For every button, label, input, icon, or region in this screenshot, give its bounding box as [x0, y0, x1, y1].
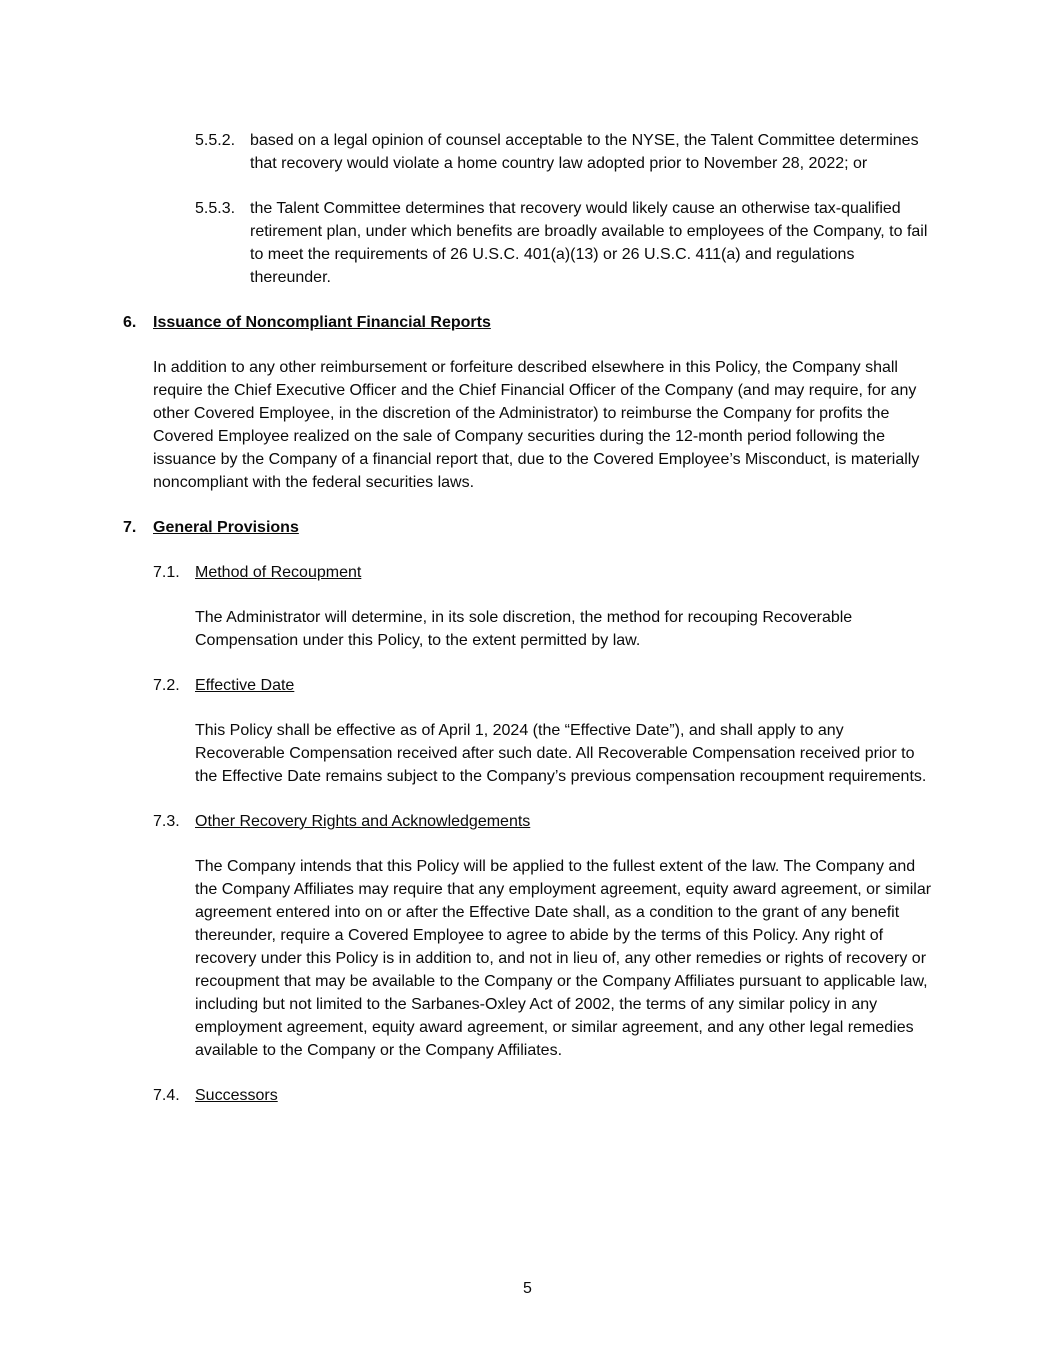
section-6-paragraph: In addition to any other reimbursement or forfeiture described elsewhere in this Policy, the Company shall require the Chief Executive Officer and the Chief Financial Officer of the Company (and may require, for any other Covered Employee, in the discretion of the Administrator) to reimburse the Company for profits the Covered Employee realized on the sale of Company securities during the 12-month period following the issuance by the Company of a financial report that, due to the Covered Employee’s Misconduct, is materially noncompliant with the federal securities laws. [153, 359, 920, 491]
list-item-text: the Talent Committee determines that recovery would likely cause an otherwise tax-qualified retirement plan, under which benefits are broadly available to employees of the Company, to fail to meet the requirements of 26 U.S.C. 401(a)(13) or 26 U.S.C. 411(a) and regulations thereunder. [250, 200, 928, 286]
section-6-heading [123, 311, 935, 334]
section-7-1-heading [153, 561, 935, 584]
section-number: 7.2. [153, 677, 180, 694]
section-7-3-heading [153, 810, 935, 833]
section-number: 7.1. [153, 564, 180, 581]
section-7-2-heading [153, 674, 935, 697]
list-number: 5.5.3. [195, 200, 236, 217]
section-title: Effective Date [195, 677, 295, 694]
page-number: 5 [523, 1280, 532, 1297]
section-7-2-paragraph: This Policy shall be effective as of April 1, 2024 (the “Effective Date”), and shall apply to any Recoverable Compensation received after such date. All Recoverable Compensation received prior to the Effective Date remains subject to the Company’s previous compensation recoupment requirements. [195, 722, 927, 785]
section-number: 7. [123, 519, 137, 536]
list-item-5-5-2 [195, 129, 935, 175]
section-title: Issuance of Noncompliant Financial Reports [153, 314, 491, 331]
list-item-5-5-3 [195, 197, 935, 289]
section-title: Method of Recoupment [195, 564, 362, 581]
list-number: 5.5.2. [195, 132, 236, 149]
section-title: General Provisions [153, 519, 299, 536]
section-7-heading [123, 516, 935, 539]
section-number: 7.3. [153, 813, 180, 830]
section-7-3-paragraph: The Company intends that this Policy will be applied to the fullest extent of the law. The Company and the Company Affiliates may require that any employment agreement, equity award agreement, or similar agreement entered into on or after the Effective Date shall, as a condition to the grant of any benefit thereunder, require a Covered Employee to agree to abide by the terms of this Policy. Any right of recovery under this Policy is in addition to, and not in lieu of, any other remedies or rights of recovery or recoupment that may be available to the Company or the Company Affiliates pursuant to applicable law, including but not limited to the Sarbanes-Oxley Act of 2002, the terms of any similar policy in any employment agreement, equity award agreement, or similar agreement, and any other legal remedies available to the Company or the Company Affiliates. [195, 858, 932, 1059]
section-title: Successors [195, 1087, 278, 1104]
list-item-text: based on a legal opinion of counsel acceptable to the NYSE, the Talent Committee determines that recovery would violate a home country law adopted prior to November 28, 2022; or [250, 132, 919, 172]
section-7-1-paragraph: The Administrator will determine, in its sole discretion, the method for recouping Recoverable Compensation under this Policy, to the extent permitted by law. [195, 609, 853, 649]
section-number: 6. [123, 314, 137, 331]
section-title: Other Recovery Rights and Acknowledgements [195, 813, 531, 830]
section-7-4-heading [153, 1084, 935, 1107]
section-number: 7.4. [153, 1087, 180, 1104]
